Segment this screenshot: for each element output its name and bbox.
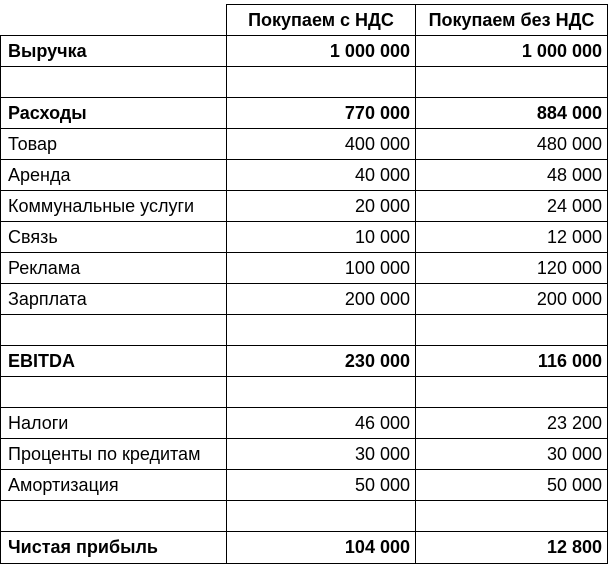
table-row <box>1 377 608 408</box>
without-vat-cell[interactable]: 23 200 <box>416 408 608 439</box>
table-row <box>1 284 608 315</box>
table-row <box>1 346 608 377</box>
with-vat-cell[interactable]: 230 000 <box>227 346 416 377</box>
table-row <box>1 439 608 470</box>
with-vat-cell[interactable] <box>227 67 416 98</box>
without-vat-cell[interactable]: 116 000 <box>416 346 608 377</box>
row-label-cell[interactable]: Проценты по кредитам <box>1 439 227 470</box>
without-vat-cell[interactable]: 120 000 <box>416 253 608 284</box>
row-label-cell[interactable]: Выручка <box>1 36 227 67</box>
with-vat-cell[interactable]: 30 000 <box>227 439 416 470</box>
with-vat-cell[interactable]: 200 000 <box>227 284 416 315</box>
without-vat-cell[interactable]: 24 000 <box>416 191 608 222</box>
table-row <box>1 160 608 191</box>
with-vat-cell[interactable]: 400 000 <box>227 129 416 160</box>
header-cell-label <box>1 5 227 36</box>
without-vat-cell[interactable]: 12 800 <box>416 532 608 564</box>
pnl-table <box>0 4 608 564</box>
without-vat-cell[interactable] <box>416 67 608 98</box>
row-label-cell[interactable] <box>1 501 227 532</box>
row-label-cell[interactable] <box>1 377 227 408</box>
header-cell-with-vat: Покупаем с НДС <box>227 5 416 36</box>
without-vat-cell[interactable]: 48 000 <box>416 160 608 191</box>
row-label-cell[interactable] <box>1 315 227 346</box>
with-vat-cell[interactable] <box>227 377 416 408</box>
with-vat-cell[interactable]: 10 000 <box>227 222 416 253</box>
table-row <box>1 501 608 532</box>
with-vat-cell[interactable]: 50 000 <box>227 470 416 501</box>
without-vat-cell[interactable] <box>416 377 608 408</box>
table-row <box>1 470 608 501</box>
without-vat-cell[interactable]: 884 000 <box>416 98 608 129</box>
without-vat-cell[interactable]: 12 000 <box>416 222 608 253</box>
with-vat-cell[interactable] <box>227 315 416 346</box>
row-label-cell[interactable]: Чистая прибыль <box>1 532 227 564</box>
with-vat-cell[interactable]: 46 000 <box>227 408 416 439</box>
without-vat-cell[interactable]: 480 000 <box>416 129 608 160</box>
row-label-cell[interactable]: Амортизация <box>1 470 227 501</box>
table-row <box>1 408 608 439</box>
header-cell-without-vat: Покупаем без НДС <box>416 5 608 36</box>
table-row <box>1 67 608 98</box>
without-vat-cell[interactable]: 30 000 <box>416 439 608 470</box>
table-row <box>1 253 608 284</box>
with-vat-cell[interactable]: 104 000 <box>227 532 416 564</box>
table-row <box>1 129 608 160</box>
table-body <box>1 36 608 564</box>
without-vat-cell[interactable] <box>416 501 608 532</box>
with-vat-cell[interactable]: 20 000 <box>227 191 416 222</box>
table-row <box>1 222 608 253</box>
with-vat-cell[interactable]: 100 000 <box>227 253 416 284</box>
with-vat-cell[interactable]: 40 000 <box>227 160 416 191</box>
row-label-cell[interactable]: Налоги <box>1 408 227 439</box>
row-label-cell[interactable]: Расходы <box>1 98 227 129</box>
without-vat-cell[interactable]: 1 000 000 <box>416 36 608 67</box>
with-vat-cell[interactable]: 770 000 <box>227 98 416 129</box>
row-label-cell[interactable]: EBITDA <box>1 346 227 377</box>
table-row <box>1 36 608 67</box>
row-label-cell[interactable] <box>1 67 227 98</box>
row-label-cell[interactable]: Связь <box>1 222 227 253</box>
row-label-cell[interactable]: Коммунальные услуги <box>1 191 227 222</box>
row-label-cell[interactable]: Зарплата <box>1 284 227 315</box>
table-row <box>1 191 608 222</box>
with-vat-cell[interactable]: 1 000 000 <box>227 36 416 67</box>
table-row <box>1 98 608 129</box>
with-vat-cell[interactable] <box>227 501 416 532</box>
without-vat-cell[interactable]: 200 000 <box>416 284 608 315</box>
header-row <box>1 5 608 36</box>
row-label-cell[interactable]: Реклама <box>1 253 227 284</box>
row-label-cell[interactable]: Аренда <box>1 160 227 191</box>
without-vat-cell[interactable]: 50 000 <box>416 470 608 501</box>
row-label-cell[interactable]: Товар <box>1 129 227 160</box>
without-vat-cell[interactable] <box>416 315 608 346</box>
table-row <box>1 315 608 346</box>
table-row <box>1 532 608 564</box>
